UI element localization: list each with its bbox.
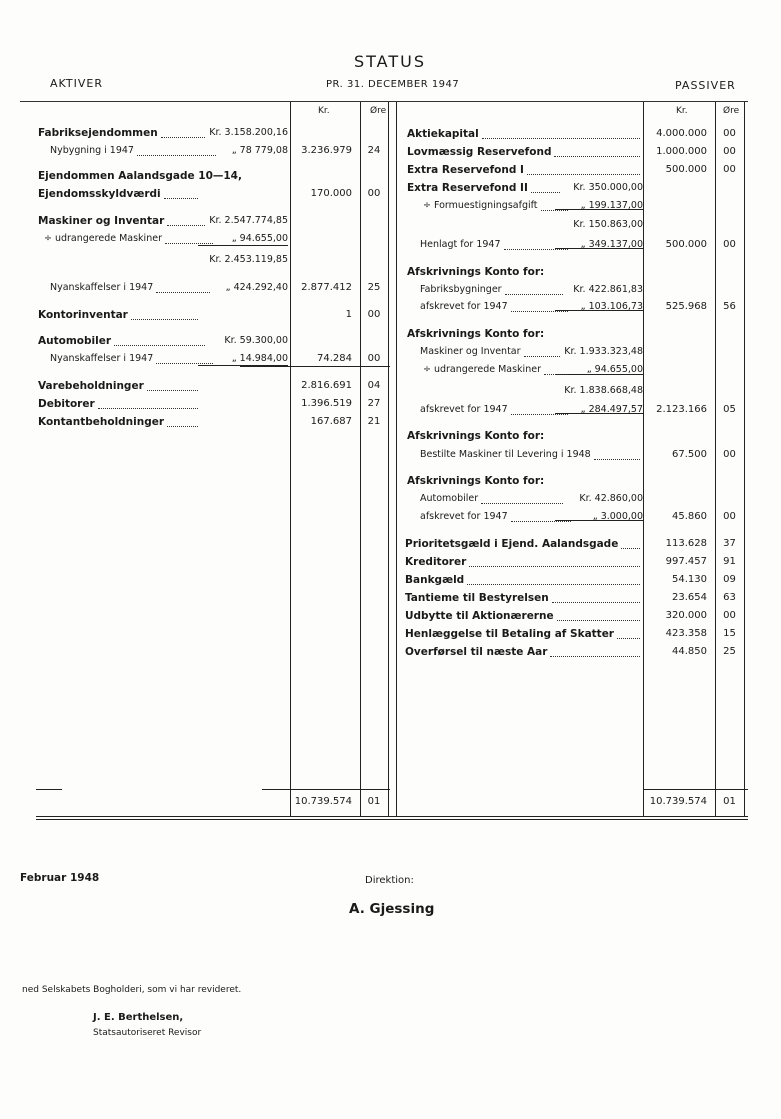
passiver-heading: PASSIVER	[675, 79, 736, 92]
dot-leader	[156, 363, 212, 364]
dot-leader	[131, 319, 198, 320]
aktiv-sub-amount: „ 424.292,40	[225, 282, 288, 293]
passiv-label: Afskrivnings Konto for:	[407, 430, 545, 442]
dot-leader	[147, 390, 198, 391]
total-ore-left: 01	[367, 796, 381, 807]
aktiv-label: Ejendomsskyldværdi	[38, 188, 161, 200]
passiv-ore: 56	[723, 301, 736, 312]
dot-leader	[511, 311, 568, 312]
dot-leader	[541, 210, 568, 211]
passiv-label: Maskiner og Inventar	[420, 346, 521, 357]
dot-leader	[527, 174, 640, 175]
dot-leader	[617, 638, 640, 639]
passiv-sub-amount: Kr. 350.000,00	[573, 182, 643, 193]
signature: A. Gjessing	[349, 901, 435, 917]
passiv-sub-amount: „ 94.655,00	[586, 364, 643, 375]
passiv-ore: 25	[723, 646, 736, 657]
total-rule	[36, 789, 62, 790]
footer-date: Februar 1948	[20, 872, 100, 884]
passiv-kr: 320.000	[665, 610, 707, 621]
aktiv-ore: 21	[367, 416, 381, 427]
aktiv-label: Maskiner og Inventar	[38, 215, 165, 227]
aktiv-label: Debitorer	[38, 398, 95, 410]
passiv-label: ÷ udrangerede Maskiner	[423, 364, 541, 375]
kr-header-right: Kr.	[676, 106, 688, 116]
passiv-kr: 44.850	[672, 646, 707, 657]
passiv-ore: 00	[723, 128, 736, 139]
aktiv-sub-amount: „ 78 779,08	[231, 145, 288, 156]
passiv-label: afskrevet for 1947	[420, 511, 508, 522]
dot-leader	[511, 521, 571, 522]
dot-leader	[482, 138, 640, 139]
passiv-label: ÷ Formuestigningsafgift	[423, 200, 538, 211]
aktiv-sub-amount: Kr. 2.453.119,85	[209, 254, 288, 265]
passiv-ore: 00	[723, 146, 736, 157]
passiv-sub-amount: Kr. 150.863,00	[573, 219, 643, 230]
passiv-kr: 54.130	[672, 574, 707, 585]
passiv-kr: 500.000	[665, 239, 707, 250]
passiv-sub-amount: „ 103.106,73	[580, 301, 643, 312]
passiv-sub-amount: „ 349.137,00	[580, 239, 643, 250]
passiv-sub-amount: „ 199.137,00	[580, 200, 643, 211]
passiv-ore: 63	[723, 592, 736, 603]
passiv-label: Udbytte til Aktionærerne	[405, 610, 554, 622]
col-rule	[388, 102, 389, 816]
subtotal-rule	[240, 366, 390, 367]
total-rule	[262, 789, 390, 790]
passiv-label: Lovmæssig Reservefond	[407, 146, 552, 158]
aktiv-kr: 74.284	[317, 353, 352, 364]
aktiv-label: Automobiler	[38, 335, 112, 347]
dot-leader	[167, 426, 198, 427]
aktiv-label: Nyanskaffelser i 1947	[50, 353, 154, 364]
passiv-kr: 23.654	[672, 592, 707, 603]
passiv-label: Extra Reservefond II	[407, 182, 528, 194]
aktiv-sub-amount: Kr. 3.158.200,16	[209, 127, 288, 138]
passiv-label: Automobiler	[420, 493, 479, 504]
aktiv-sub-amount: „ 94.655,00	[231, 233, 288, 244]
total-double-rule	[36, 816, 748, 817]
ore-header-right: Øre	[723, 106, 740, 116]
passiv-ore: 91	[723, 556, 736, 567]
aktiv-ore: 27	[367, 398, 381, 409]
aktiv-kr: 1.396.519	[301, 398, 352, 409]
passiv-kr: 997.457	[665, 556, 707, 567]
passiv-label: Afskrivnings Konto for:	[407, 266, 545, 278]
passiv-label: afskrevet for 1947	[420, 404, 508, 415]
col-rule	[290, 102, 291, 816]
aktiv-label: Nyanskaffelser i 1947	[50, 282, 154, 293]
dot-leader	[504, 249, 568, 250]
passiv-ore: 00	[723, 164, 736, 175]
passiv-label: Aktiekapital	[407, 128, 479, 140]
passiv-label: Fabriksbygninger	[420, 284, 502, 295]
date-heading: PR. 31. DECEMBER 1947	[326, 79, 460, 90]
page-title: STATUS	[353, 52, 427, 71]
total-double-rule	[36, 819, 748, 820]
aktiv-label: Nybygning i 1947	[50, 145, 134, 156]
passiv-sub-amount: „ 3.000,00	[592, 511, 643, 522]
aktiv-ore: 00	[367, 309, 381, 320]
subtotal-rule	[198, 245, 288, 246]
dot-leader	[481, 503, 563, 504]
passiv-kr: 113.628	[665, 538, 707, 549]
passiv-kr: 2.123.166	[656, 404, 707, 415]
passiv-sub-amount: „ 284.497,57	[580, 404, 643, 415]
passiv-label: Kreditorer	[405, 556, 467, 568]
total-rule	[643, 789, 748, 790]
aktiv-kr: 2.877.412	[301, 282, 352, 293]
passiv-label: Bankgæld	[405, 574, 465, 586]
passiv-ore: 05	[723, 404, 736, 415]
aktiver-heading: AKTIVER	[50, 77, 103, 90]
passiv-label: Overførsel til næste Aar	[405, 646, 548, 658]
direktion-label: Direktion:	[365, 875, 414, 886]
total-kr-right: 10.739.574	[649, 796, 707, 807]
dot-leader	[531, 192, 560, 193]
passiv-sub-amount: Kr. 1.933.323,48	[564, 346, 643, 357]
dot-leader	[167, 225, 205, 226]
passiv-label: afskrevet for 1947	[420, 301, 508, 312]
dot-leader	[552, 602, 640, 603]
col-rule	[744, 102, 745, 816]
passiv-kr: 423.358	[665, 628, 707, 639]
aktiv-ore: 04	[367, 380, 381, 391]
auditor-title: Statsautoriseret Revisor	[93, 1028, 202, 1038]
dot-leader	[621, 548, 640, 549]
aktiv-sub-amount: Kr. 2.547.774,85	[209, 215, 288, 226]
ore-header-left: Øre	[370, 106, 387, 116]
passiv-kr: 1.000.000	[656, 146, 707, 157]
dot-leader	[114, 345, 205, 346]
total-ore-right: 01	[723, 796, 736, 807]
passiv-label: Extra Reservefond I	[407, 164, 524, 176]
audit-note: ned Selskabets Bogholderi, som vi har revideret.	[22, 985, 242, 995]
aktiv-kr: 3.236.979	[301, 145, 352, 156]
dot-leader	[505, 294, 564, 295]
passiv-label: Afskrivnings Konto for:	[407, 328, 545, 340]
passiv-sub-amount: Kr. 422.861,83	[573, 284, 643, 295]
passiv-kr: 4.000.000	[656, 128, 707, 139]
dot-leader	[137, 155, 216, 156]
aktiv-ore: 25	[367, 282, 381, 293]
dot-leader	[161, 137, 206, 138]
top-rule	[20, 101, 748, 102]
dot-leader	[557, 620, 640, 621]
aktiv-label: Kontorinventar	[38, 309, 128, 321]
passiv-ore: 00	[723, 239, 736, 250]
passiv-label: Henlæggelse til Betaling af Skatter	[405, 628, 614, 640]
dot-leader	[156, 292, 209, 293]
total-kr-left: 10.739.574	[294, 796, 352, 807]
aktiv-sub-amount: „ 14.984,00	[231, 353, 288, 364]
aktiv-ore: 24	[367, 145, 381, 156]
col-rule	[360, 102, 361, 816]
aktiv-kr: 170.000	[310, 188, 352, 199]
aktiv-kr: 1	[345, 309, 352, 320]
aktiv-ore: 00	[367, 188, 381, 199]
dot-leader	[524, 356, 561, 357]
dot-leader	[98, 408, 198, 409]
passiv-label: Afskrivnings Konto for:	[407, 475, 545, 487]
dot-leader	[467, 584, 640, 585]
dot-leader	[511, 414, 568, 415]
passiv-ore: 00	[723, 610, 736, 621]
passiv-label: Prioritetsgæld i Ejend. Aalandsgade	[405, 538, 619, 550]
passiv-kr: 525.968	[665, 301, 707, 312]
passiv-kr: 500.000	[665, 164, 707, 175]
dot-leader	[554, 156, 640, 157]
aktiv-ore: 00	[367, 353, 381, 364]
passiv-kr: 45.860	[672, 511, 707, 522]
passiv-ore: 15	[723, 628, 736, 639]
passiv-ore: 00	[723, 449, 736, 460]
passiv-label: Henlagt for 1947	[420, 239, 501, 250]
dot-leader	[594, 459, 640, 460]
aktiv-label: Varebeholdninger	[38, 380, 144, 392]
dot-leader	[164, 198, 198, 199]
passiv-sub-amount: Kr. 42.860,00	[579, 493, 643, 504]
passiv-ore: 37	[723, 538, 736, 549]
passiv-ore: 00	[723, 511, 736, 522]
aktiv-label: ÷ udrangerede Maskiner	[44, 233, 162, 244]
aktiv-kr: 2.816.691	[301, 380, 352, 391]
aktiv-label: Kontantbeholdninger	[38, 416, 165, 428]
aktiv-kr: 167.687	[310, 416, 352, 427]
aktiv-label: Ejendommen Aalandsgade 10—14,	[38, 170, 242, 182]
dot-leader	[165, 243, 213, 244]
passiv-ore: 09	[723, 574, 736, 585]
dot-leader	[550, 656, 640, 657]
auditor-name: J. E. Berthelsen,	[93, 1012, 184, 1023]
passiv-sub-amount: Kr. 1.838.668,48	[564, 385, 643, 396]
dot-leader	[469, 566, 640, 567]
passiv-kr: 67.500	[672, 449, 707, 460]
col-rule	[396, 102, 397, 816]
aktiv-sub-amount: Kr. 59.300,00	[224, 335, 288, 346]
aktiv-label: Fabriksejendommen	[38, 127, 158, 139]
passiv-label: Tantieme til Bestyrelsen	[405, 592, 549, 604]
kr-header-left: Kr.	[318, 106, 330, 116]
passiv-label: Bestilte Maskiner til Levering i 1948	[420, 449, 591, 460]
dot-leader	[544, 374, 568, 375]
